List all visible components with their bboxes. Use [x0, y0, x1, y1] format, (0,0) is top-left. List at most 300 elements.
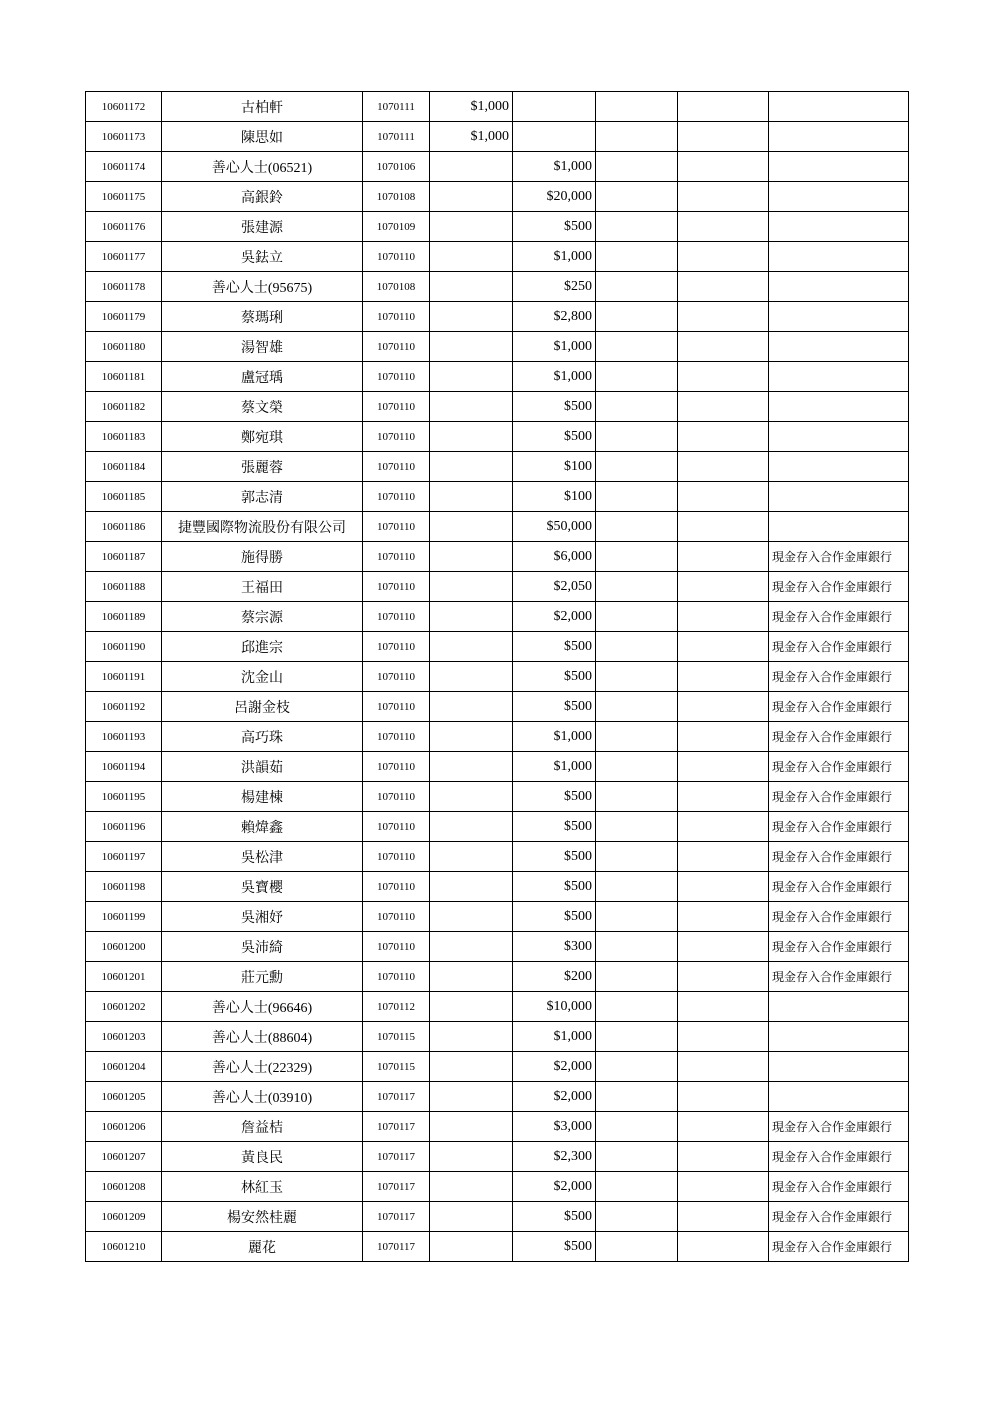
donor-name-cell: 善心人士(96646) [162, 992, 363, 1022]
receipt-number-cell: 10601177 [86, 242, 162, 272]
blank-cell [596, 512, 678, 542]
amount-b-cell: $2,000 [513, 1052, 596, 1082]
blank-cell [678, 392, 769, 422]
amount-b-cell: $200 [513, 962, 596, 992]
blank-cell [678, 842, 769, 872]
receipt-number-cell: 10601197 [86, 842, 162, 872]
blank-cell [596, 632, 678, 662]
receipt-number-cell: 10601209 [86, 1202, 162, 1232]
donor-name-cell: 古柏軒 [162, 92, 363, 122]
amount-a-cell [430, 782, 513, 812]
receipt-number-cell: 10601203 [86, 1022, 162, 1052]
table-row [86, 302, 909, 332]
blank-cell [596, 242, 678, 272]
table-row [86, 632, 909, 662]
amount-a-cell [430, 632, 513, 662]
receipt-number-cell: 10601183 [86, 422, 162, 452]
date-cell: 1070110 [363, 602, 430, 632]
blank-cell [678, 182, 769, 212]
amount-b-cell: $1,000 [513, 332, 596, 362]
receipt-number-cell: 10601195 [86, 782, 162, 812]
blank-cell [596, 662, 678, 692]
date-cell: 1070110 [363, 662, 430, 692]
receipt-number-cell: 10601193 [86, 722, 162, 752]
amount-b-cell: $500 [513, 632, 596, 662]
table-row [86, 932, 909, 962]
receipt-number-cell: 10601181 [86, 362, 162, 392]
table-row [86, 872, 909, 902]
amount-b-cell: $500 [513, 782, 596, 812]
amount-b-cell: $500 [513, 212, 596, 242]
amount-b-cell: $1,000 [513, 152, 596, 182]
date-cell: 1070110 [363, 752, 430, 782]
date-cell: 1070117 [363, 1112, 430, 1142]
blank-cell [596, 1112, 678, 1142]
table-row [86, 782, 909, 812]
donor-name-cell: 麗花 [162, 1232, 363, 1262]
blank-cell [678, 302, 769, 332]
note-cell [769, 92, 909, 122]
amount-a-cell [430, 572, 513, 602]
receipt-number-cell: 10601201 [86, 962, 162, 992]
amount-a-cell [430, 842, 513, 872]
blank-cell [678, 782, 769, 812]
note-cell: 現金存入合作金庫銀行 [769, 812, 909, 842]
blank-cell [678, 362, 769, 392]
date-cell: 1070110 [363, 422, 430, 452]
date-cell: 1070110 [363, 722, 430, 752]
donor-name-cell: 吳鉣立 [162, 242, 363, 272]
blank-cell [596, 1232, 678, 1262]
amount-b-cell: $2,000 [513, 1082, 596, 1112]
amount-b-cell: $100 [513, 452, 596, 482]
amount-b-cell: $2,800 [513, 302, 596, 332]
note-cell: 現金存入合作金庫銀行 [769, 662, 909, 692]
amount-a-cell [430, 302, 513, 332]
note-cell [769, 1022, 909, 1052]
date-cell: 1070110 [363, 482, 430, 512]
blank-cell [596, 752, 678, 782]
note-cell [769, 362, 909, 392]
amount-a-cell [430, 452, 513, 482]
note-cell [769, 332, 909, 362]
amount-b-cell: $1,000 [513, 1022, 596, 1052]
table-row [86, 812, 909, 842]
blank-cell [678, 1082, 769, 1112]
note-cell: 現金存入合作金庫銀行 [769, 962, 909, 992]
note-cell: 現金存入合作金庫銀行 [769, 842, 909, 872]
date-cell: 1070110 [363, 542, 430, 572]
amount-a-cell [430, 752, 513, 782]
amount-b-cell: $500 [513, 842, 596, 872]
note-cell: 現金存入合作金庫銀行 [769, 1142, 909, 1172]
table-row [86, 722, 909, 752]
note-cell [769, 122, 909, 152]
blank-cell [678, 1112, 769, 1142]
blank-cell [678, 92, 769, 122]
amount-a-cell [430, 1232, 513, 1262]
date-cell: 1070110 [363, 512, 430, 542]
receipt-number-cell: 10601204 [86, 1052, 162, 1082]
blank-cell [596, 452, 678, 482]
receipt-number-cell: 10601184 [86, 452, 162, 482]
receipt-number-cell: 10601175 [86, 182, 162, 212]
note-cell: 現金存入合作金庫銀行 [769, 572, 909, 602]
note-cell: 現金存入合作金庫銀行 [769, 902, 909, 932]
receipt-number-cell: 10601202 [86, 992, 162, 1022]
table-row [86, 1052, 909, 1082]
blank-cell [596, 392, 678, 422]
donor-name-cell: 詹益桔 [162, 1112, 363, 1142]
date-cell: 1070117 [363, 1082, 430, 1112]
receipt-number-cell: 10601206 [86, 1112, 162, 1142]
blank-cell [678, 902, 769, 932]
amount-a-cell [430, 1022, 513, 1052]
amount-b-cell: $2,050 [513, 572, 596, 602]
amount-b-cell: $1,000 [513, 362, 596, 392]
blank-cell [678, 212, 769, 242]
donor-name-cell: 張建源 [162, 212, 363, 242]
amount-b-cell: $500 [513, 662, 596, 692]
amount-a-cell [430, 512, 513, 542]
amount-a-cell: $1,000 [430, 92, 513, 122]
table-row [86, 512, 909, 542]
blank-cell [678, 242, 769, 272]
note-cell: 現金存入合作金庫銀行 [769, 602, 909, 632]
date-cell: 1070110 [363, 242, 430, 272]
blank-cell [596, 272, 678, 302]
blank-cell [596, 422, 678, 452]
note-cell [769, 482, 909, 512]
amount-b-cell: $50,000 [513, 512, 596, 542]
donor-name-cell: 賴煒鑫 [162, 812, 363, 842]
amount-b-cell: $6,000 [513, 542, 596, 572]
amount-a-cell [430, 182, 513, 212]
receipt-number-cell: 10601205 [86, 1082, 162, 1112]
donor-name-cell: 莊元勳 [162, 962, 363, 992]
donor-name-cell: 善心人士(88604) [162, 1022, 363, 1052]
blank-cell [596, 992, 678, 1022]
note-cell: 現金存入合作金庫銀行 [769, 932, 909, 962]
amount-a-cell [430, 812, 513, 842]
receipt-number-cell: 10601194 [86, 752, 162, 782]
table-row [86, 1112, 909, 1142]
table-row [86, 1202, 909, 1232]
donor-name-cell: 吳寶櫻 [162, 872, 363, 902]
donor-name-cell: 善心人士(03910) [162, 1082, 363, 1112]
blank-cell [596, 602, 678, 632]
blank-cell [596, 692, 678, 722]
donor-name-cell: 郭志清 [162, 482, 363, 512]
donor-name-cell: 黃良民 [162, 1142, 363, 1172]
date-cell: 1070110 [363, 332, 430, 362]
amount-b-cell: $2,000 [513, 602, 596, 632]
table-row [86, 1082, 909, 1112]
note-cell [769, 302, 909, 332]
date-cell: 1070115 [363, 1052, 430, 1082]
ledger-body [86, 92, 909, 1262]
blank-cell [678, 752, 769, 782]
amount-a-cell [430, 1082, 513, 1112]
table-row [86, 212, 909, 242]
blank-cell [596, 1172, 678, 1202]
blank-cell [678, 662, 769, 692]
receipt-number-cell: 10601182 [86, 392, 162, 422]
amount-a-cell [430, 392, 513, 422]
amount-a-cell [430, 1202, 513, 1232]
donor-name-cell: 邱進宗 [162, 632, 363, 662]
receipt-number-cell: 10601180 [86, 332, 162, 362]
date-cell: 1070110 [363, 692, 430, 722]
table-row [86, 992, 909, 1022]
amount-a-cell [430, 1142, 513, 1172]
donor-name-cell: 楊建棟 [162, 782, 363, 812]
date-cell: 1070110 [363, 962, 430, 992]
amount-b-cell: $20,000 [513, 182, 596, 212]
receipt-number-cell: 10601186 [86, 512, 162, 542]
blank-cell [596, 902, 678, 932]
amount-b-cell: $500 [513, 422, 596, 452]
blank-cell [678, 482, 769, 512]
date-cell: 1070110 [363, 632, 430, 662]
blank-cell [596, 212, 678, 242]
receipt-number-cell: 10601187 [86, 542, 162, 572]
receipt-number-cell: 10601189 [86, 602, 162, 632]
table-row [86, 452, 909, 482]
receipt-number-cell: 10601192 [86, 692, 162, 722]
amount-a-cell [430, 962, 513, 992]
blank-cell [678, 152, 769, 182]
table-row [86, 482, 909, 512]
note-cell [769, 512, 909, 542]
date-cell: 1070115 [363, 1022, 430, 1052]
blank-cell [678, 542, 769, 572]
amount-b-cell: $2,300 [513, 1142, 596, 1172]
donor-name-cell: 林紅玉 [162, 1172, 363, 1202]
donor-name-cell: 善心人士(22329) [162, 1052, 363, 1082]
receipt-number-cell: 10601196 [86, 812, 162, 842]
amount-a-cell [430, 722, 513, 752]
blank-cell [678, 332, 769, 362]
note-cell: 現金存入合作金庫銀行 [769, 1112, 909, 1142]
donor-name-cell: 洪韻茹 [162, 752, 363, 782]
amount-b-cell: $500 [513, 392, 596, 422]
note-cell [769, 182, 909, 212]
table-row [86, 1172, 909, 1202]
date-cell: 1070110 [363, 812, 430, 842]
blank-cell [678, 872, 769, 902]
receipt-number-cell: 10601198 [86, 872, 162, 902]
note-cell: 現金存入合作金庫銀行 [769, 1172, 909, 1202]
blank-cell [678, 572, 769, 602]
receipt-number-cell: 10601208 [86, 1172, 162, 1202]
note-cell: 現金存入合作金庫銀行 [769, 1202, 909, 1232]
amount-a-cell [430, 932, 513, 962]
table-row [86, 272, 909, 302]
date-cell: 1070117 [363, 1232, 430, 1262]
date-cell: 1070110 [363, 452, 430, 482]
blank-cell [678, 632, 769, 662]
amount-b-cell: $1,000 [513, 242, 596, 272]
note-cell: 現金存入合作金庫銀行 [769, 632, 909, 662]
amount-b-cell: $3,000 [513, 1112, 596, 1142]
note-cell: 現金存入合作金庫銀行 [769, 872, 909, 902]
table-row [86, 392, 909, 422]
note-cell: 現金存入合作金庫銀行 [769, 542, 909, 572]
amount-b-cell: $10,000 [513, 992, 596, 1022]
amount-b-cell: $500 [513, 902, 596, 932]
note-cell [769, 452, 909, 482]
blank-cell [678, 932, 769, 962]
receipt-number-cell: 10601207 [86, 1142, 162, 1172]
blank-cell [678, 122, 769, 152]
note-cell [769, 422, 909, 452]
amount-a-cell [430, 422, 513, 452]
table-row [86, 122, 909, 152]
blank-cell [596, 1022, 678, 1052]
blank-cell [596, 782, 678, 812]
amount-a-cell [430, 152, 513, 182]
blank-cell [678, 992, 769, 1022]
date-cell: 1070110 [363, 362, 430, 392]
amount-b-cell: $500 [513, 1232, 596, 1262]
table-row [86, 572, 909, 602]
blank-cell [596, 572, 678, 602]
receipt-number-cell: 10601190 [86, 632, 162, 662]
note-cell [769, 152, 909, 182]
amount-b-cell: $500 [513, 812, 596, 842]
blank-cell [596, 872, 678, 902]
date-cell: 1070110 [363, 572, 430, 602]
receipt-number-cell: 10601210 [86, 1232, 162, 1262]
amount-b-cell [513, 92, 596, 122]
blank-cell [678, 692, 769, 722]
blank-cell [678, 1172, 769, 1202]
table-row [86, 1232, 909, 1262]
donor-name-cell: 張麗蓉 [162, 452, 363, 482]
note-cell [769, 212, 909, 242]
donor-name-cell: 湯智雄 [162, 332, 363, 362]
donor-name-cell: 楊安然桂麗 [162, 1202, 363, 1232]
donor-name-cell: 蔡文榮 [162, 392, 363, 422]
donor-name-cell: 鄭宛琪 [162, 422, 363, 452]
table-row [86, 242, 909, 272]
blank-cell [678, 962, 769, 992]
amount-a-cell [430, 212, 513, 242]
blank-cell [596, 332, 678, 362]
note-cell [769, 992, 909, 1022]
table-row [86, 662, 909, 692]
amount-a-cell [430, 482, 513, 512]
blank-cell [596, 122, 678, 152]
table-row [86, 752, 909, 782]
donor-name-cell: 施得勝 [162, 542, 363, 572]
date-cell: 1070117 [363, 1142, 430, 1172]
amount-b-cell: $500 [513, 1202, 596, 1232]
blank-cell [678, 1202, 769, 1232]
date-cell: 1070117 [363, 1172, 430, 1202]
donor-name-cell: 沈金山 [162, 662, 363, 692]
blank-cell [596, 1202, 678, 1232]
blank-cell [596, 932, 678, 962]
donor-name-cell: 善心人士(95675) [162, 272, 363, 302]
blank-cell [596, 722, 678, 752]
amount-a-cell [430, 992, 513, 1022]
amount-b-cell: $1,000 [513, 752, 596, 782]
blank-cell [678, 272, 769, 302]
donor-name-cell: 王福田 [162, 572, 363, 602]
note-cell: 現金存入合作金庫銀行 [769, 722, 909, 752]
receipt-number-cell: 10601179 [86, 302, 162, 332]
date-cell: 1070108 [363, 182, 430, 212]
donor-name-cell: 蔡瑪琍 [162, 302, 363, 332]
table-row [86, 692, 909, 722]
blank-cell [596, 542, 678, 572]
donor-name-cell: 蔡宗源 [162, 602, 363, 632]
date-cell: 1070110 [363, 392, 430, 422]
amount-b-cell: $100 [513, 482, 596, 512]
table-row [86, 1142, 909, 1172]
note-cell [769, 1082, 909, 1112]
date-cell: 1070110 [363, 842, 430, 872]
amount-b-cell: $500 [513, 692, 596, 722]
blank-cell [678, 1142, 769, 1172]
date-cell: 1070110 [363, 872, 430, 902]
blank-cell [596, 962, 678, 992]
table-row [86, 542, 909, 572]
receipt-number-cell: 10601191 [86, 662, 162, 692]
amount-a-cell: $1,000 [430, 122, 513, 152]
note-cell: 現金存入合作金庫銀行 [769, 752, 909, 782]
blank-cell [596, 92, 678, 122]
amount-a-cell [430, 602, 513, 632]
blank-cell [596, 1052, 678, 1082]
amount-b-cell: $1,000 [513, 722, 596, 752]
donor-name-cell: 吳松津 [162, 842, 363, 872]
amount-a-cell [430, 542, 513, 572]
note-cell: 現金存入合作金庫銀行 [769, 692, 909, 722]
amount-b-cell: $300 [513, 932, 596, 962]
donor-name-cell: 捷豐國際物流股份有限公司 [162, 512, 363, 542]
donor-name-cell: 高銀鈴 [162, 182, 363, 212]
amount-a-cell [430, 332, 513, 362]
date-cell: 1070111 [363, 92, 430, 122]
receipt-number-cell: 10601200 [86, 932, 162, 962]
note-cell: 現金存入合作金庫銀行 [769, 782, 909, 812]
blank-cell [596, 842, 678, 872]
amount-b-cell: $250 [513, 272, 596, 302]
donor-name-cell: 吳沛綺 [162, 932, 363, 962]
date-cell: 1070110 [363, 782, 430, 812]
blank-cell [678, 452, 769, 482]
blank-cell [596, 182, 678, 212]
table-row [86, 182, 909, 212]
donor-name-cell: 盧冠瑀 [162, 362, 363, 392]
date-cell: 1070110 [363, 932, 430, 962]
amount-a-cell [430, 242, 513, 272]
amount-a-cell [430, 1172, 513, 1202]
blank-cell [596, 1082, 678, 1112]
donor-name-cell: 吳湘妤 [162, 902, 363, 932]
blank-cell [596, 812, 678, 842]
table-row [86, 1022, 909, 1052]
donation-ledger-table [85, 91, 909, 1262]
date-cell: 1070117 [363, 1202, 430, 1232]
date-cell: 1070111 [363, 122, 430, 152]
amount-a-cell [430, 1112, 513, 1142]
blank-cell [678, 602, 769, 632]
blank-cell [596, 482, 678, 512]
